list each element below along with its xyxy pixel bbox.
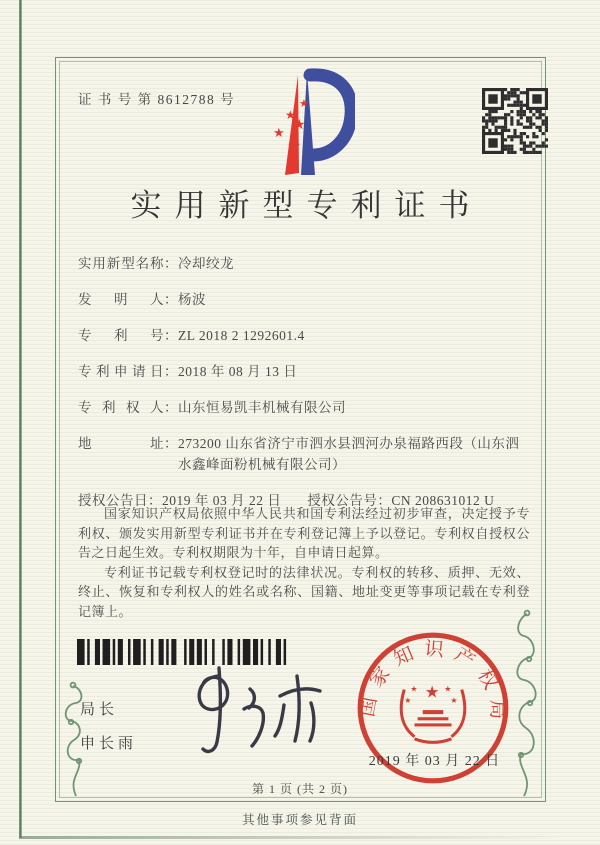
field-colon: ： xyxy=(377,493,392,508)
svg-text:★: ★ xyxy=(287,138,302,155)
field-label: 专利权人 xyxy=(78,400,164,415)
svg-text:★: ★ xyxy=(293,118,306,133)
national-emblem-icon xyxy=(401,683,465,743)
field-label: 专利号 xyxy=(78,328,164,343)
svg-text:★: ★ xyxy=(404,695,412,705)
field-label: 发明人 xyxy=(78,292,164,307)
field-colon: ： xyxy=(164,436,178,451)
director-name: 申长雨 xyxy=(80,736,138,752)
field-colon: ： xyxy=(164,328,178,343)
field-label: 地址 xyxy=(78,436,164,451)
svg-text:★: ★ xyxy=(450,695,458,705)
scan-page-edge xyxy=(19,0,22,838)
field-colon: ： xyxy=(164,256,178,271)
field-row-filing-date xyxy=(78,361,530,382)
field-value: 冷却绞龙 xyxy=(178,256,234,271)
legal-text xyxy=(78,504,530,621)
field-colon: ： xyxy=(164,400,178,415)
legal-paragraph-1: 国家知识产权局依照中华人民共和国专利法经过初步审查，决定授予专利权、颁发实用新型专利证书并在专利登记簿上予以登记。专利权自授权公告之日起生效。专利权期限为十年，自申请日起算。 xyxy=(78,506,530,560)
grant-no-label: 授权公告号 xyxy=(307,493,378,508)
grant-no-value: CN 208631012 U xyxy=(391,493,495,508)
director-title: 局长 xyxy=(80,702,119,718)
grant-date-value: 2019 年 03 月 22 日 xyxy=(162,493,282,508)
field-colon: ： xyxy=(148,493,162,508)
field-value: 273200 山东省济宁市泗水县泗河办泉福路西段（山东泗水鑫峰面粉机械有限公司） xyxy=(178,436,520,472)
legal-paragraph-2: 专利证书记载专利权登记时的法律状况。专利权的转移、质押、无效、终止、恢复和专利权人的姓名或名称、国籍、地址变更等事项记载在专利登记簿上。 xyxy=(78,564,530,619)
field-row-address xyxy=(78,433,530,475)
certificate-number: 证 书 号 第 8612788 号 xyxy=(78,92,236,107)
back-side-note: 其他事项参见背面 xyxy=(241,813,358,827)
flourish-bottom-left-icon xyxy=(58,676,92,803)
director-signature xyxy=(188,664,338,764)
certificate-fields xyxy=(78,253,530,511)
field-value: 山东恒易凯丰机械有限公司 xyxy=(178,400,346,415)
svg-text:★: ★ xyxy=(273,125,285,140)
field-label: 实用新型名称 xyxy=(78,256,164,271)
svg-text:★: ★ xyxy=(299,98,309,110)
svg-text:★: ★ xyxy=(444,684,452,694)
field-value: 杨波 xyxy=(178,292,206,307)
field-colon: ： xyxy=(164,364,178,379)
grant-date-label: 授权公告日 xyxy=(78,493,148,508)
flourish-bottom-right-icon xyxy=(508,598,542,803)
field-row-patentee xyxy=(78,397,530,418)
seal-text: 国家知识产权局 xyxy=(357,638,508,729)
cnipa-patent-logo-icon xyxy=(243,63,355,186)
qr-code xyxy=(482,88,548,159)
field-colon: ： xyxy=(164,292,178,307)
svg-text:★: ★ xyxy=(285,108,296,122)
field-row-utility-model-name xyxy=(78,253,530,274)
field-row-patent-number xyxy=(78,325,530,346)
certificate-title: 实用新型专利证书 xyxy=(130,188,483,223)
svg-text:★: ★ xyxy=(410,684,418,694)
seal-date: 2019 年 03 月 22 日 xyxy=(368,754,501,769)
svg-text:★: ★ xyxy=(424,682,440,702)
page-number: 第 1 页 (共 2 页) xyxy=(252,782,348,796)
field-label: 专利申请日 xyxy=(78,364,164,379)
field-value: 2018 年 08 月 13 日 xyxy=(178,364,298,379)
field-row-inventor xyxy=(78,289,530,310)
scan-page-shadow xyxy=(19,836,559,839)
field-value: ZL 2018 2 1292601.4 xyxy=(178,328,305,343)
